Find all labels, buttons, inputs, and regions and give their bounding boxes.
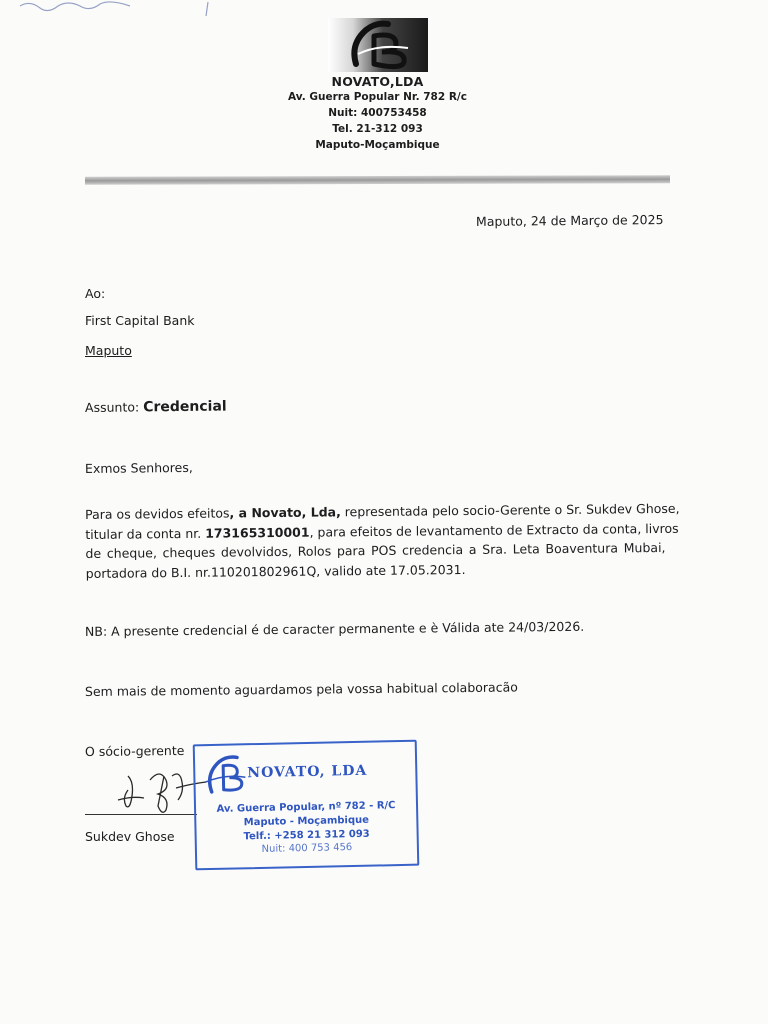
handwritten-scribble (0, 0, 220, 22)
body-text: titular da conta nr. (85, 525, 206, 542)
company-phone: Tel. 21-312 093 (332, 123, 423, 135)
stamp-phone: Telf.: +258 21 312 093 (243, 828, 370, 843)
stamp-logo-icon (201, 751, 248, 798)
body-line-4: portadora do B.I. nr.110201802961Q, valido ate 17.05.2031. (85, 561, 466, 581)
body-paragraph (85, 499, 680, 583)
company-logo-icon (328, 14, 428, 72)
subject-title: Credencial (143, 398, 227, 416)
letter-date: Maputo, 24 de Março de 2025 (475, 212, 664, 229)
nb-note: NB: A presente credencial é de caracter permanente e è Válida ate 24/03/2026. (84, 618, 585, 639)
body-text: representada pelo socio-Gerente o Sr. Sukdev Ghose, (340, 500, 680, 520)
company-city: Maputo-Moçambique (315, 139, 440, 151)
company-bold: , a Novato, Lda, (229, 504, 341, 521)
closing-line: Sem mais de momento aguardamos pela vossa habitual colaboracão (84, 679, 518, 699)
body-text: , para efeitos de levantamento de Extracto da conta, livros (309, 520, 679, 540)
stamp-nuit: Nuit: 400 753 456 (261, 842, 353, 855)
company-name: NOVATO,LDA (331, 74, 424, 89)
body-line-3: de cheque, cheques devolvidos, Rolos para POS credencia a Sra. Leta Boaventura Mubai, (85, 539, 666, 561)
letterhead (270, 14, 485, 153)
company-address: Av. Guerra Popular Nr. 782 R/c (288, 91, 467, 103)
body-text: Para os devidos efeitos (85, 505, 230, 522)
subject-label: Assunto: (84, 399, 144, 415)
signature-line (85, 814, 197, 815)
stamp-company-name: NOVATO, LDA (247, 762, 368, 782)
company-stamp (193, 740, 420, 871)
account-number: 173165310001 (205, 524, 310, 541)
to-label: Ao: (85, 286, 106, 301)
salutation: Exmos Senhores, (84, 459, 193, 476)
header-divider (85, 175, 670, 185)
signer-name: Sukdev Ghose (85, 829, 175, 844)
subject-line (85, 399, 227, 416)
signer-title: O sócio-gerente (84, 742, 185, 759)
stamp-city: Maputo - Moçambique (243, 814, 370, 829)
stamp-address: Av. Guerra Popular, nº 782 - R/C (216, 800, 396, 815)
recipient-city: Maputo (85, 343, 132, 358)
company-nuit: Nuit: 400753458 (328, 107, 427, 119)
recipient-name: First Capital Bank (85, 313, 195, 328)
